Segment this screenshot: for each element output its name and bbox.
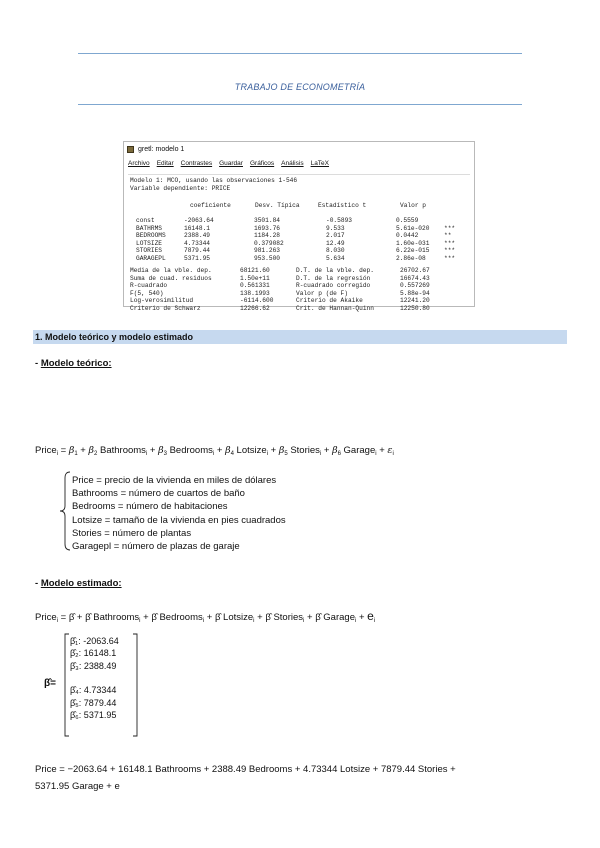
sub-i: i — [375, 451, 377, 457]
stat-value: 5.88e-94 — [400, 289, 430, 297]
sub-i: i — [212, 451, 215, 457]
est-var-stories: Stories — [273, 612, 304, 623]
coef-row-std-error: 1693.76 — [254, 224, 280, 232]
sub-i: i — [319, 451, 322, 457]
residual-term: e — [367, 609, 374, 623]
estimated-heading-text: Modelo estimado: — [40, 578, 122, 589]
stat-value: 16674.43 — [400, 274, 430, 282]
coef-row-t-stat: 5.634 — [326, 255, 345, 262]
beta-1-idx: 1 — [74, 451, 78, 457]
variable-definitions — [72, 474, 286, 553]
beta-2-idx: 2 — [94, 451, 98, 457]
coef-row-var-name: const — [136, 217, 155, 224]
model-output-text — [128, 174, 470, 312]
definition-bedrooms: Bedrooms = número de habitaciones — [72, 501, 228, 513]
var-lotsize: Lotsize — [236, 445, 267, 456]
stat-label: D.T. de la regresión — [296, 274, 371, 282]
coef-beta5: β̂₅: 7879.44 — [70, 697, 117, 708]
stat-label: R-cuadrado — [130, 282, 168, 290]
beta-hat-1: β̂ — [68, 612, 75, 623]
stat-value: 0.561331 — [240, 282, 270, 290]
estimated-model-heading — [35, 578, 122, 589]
coef-row-coef: 2388.49 — [184, 232, 210, 240]
coef-beta6: β̂₆: 5371.95 — [70, 710, 117, 721]
coef-row-significance-stars: ** — [444, 232, 452, 240]
menu-bar — [128, 160, 329, 167]
definition-bathrooms: Bathrooms = número de cuartos de baño — [72, 488, 245, 500]
sub-i: i — [145, 451, 148, 457]
stat-label: Log-verosimilitud — [130, 297, 194, 305]
theoretical-heading-text: Modelo teórico: — [40, 358, 112, 369]
stat-label: Criterio de Schwarz — [130, 305, 201, 312]
menu-guardar[interactable]: Guardar — [219, 160, 243, 167]
sub-i: i — [303, 618, 305, 624]
stat-label: R-cuadrado corregido — [296, 282, 371, 290]
stat-value: 1.50e+11 — [240, 274, 270, 282]
beta-3: β — [158, 445, 164, 456]
model-line: Modelo 1: MCO, usando las observaciones 1-546 — [130, 177, 298, 184]
sub-i: i — [139, 618, 141, 624]
coef-row-p-value: 6.22e-015 — [396, 247, 430, 255]
coef-row-coef: -2063.64 — [184, 217, 214, 224]
stat-label: Suma de cuad. residuos — [130, 274, 212, 282]
est-lhs: Price — [35, 612, 57, 623]
menu-latex[interactable]: LaTeX — [310, 160, 330, 167]
coef-row-coef: 16148.1 — [184, 224, 210, 232]
menu-graficos[interactable]: Gráficos — [249, 160, 275, 167]
coef-beta2: β̂₂: 16148.1 — [70, 648, 117, 659]
sub-i: i — [266, 451, 268, 457]
spacer — [70, 672, 119, 684]
definition-lotsize: Lotsize = tamaño de la vivienda en pies cuadrados — [72, 514, 286, 526]
beta-hat-3: β̂ — [151, 612, 157, 623]
coef-row-std-error: 981.263 — [254, 247, 280, 255]
beta-6: β — [332, 445, 338, 456]
coef-row-coef: 5371.95 — [184, 255, 210, 262]
beta-vector-label: β̂= — [44, 678, 56, 689]
coef-row-var-name: BATHRMS — [136, 224, 162, 232]
col-header-p: Valor p — [400, 202, 426, 209]
sub-i: i — [202, 618, 205, 624]
dependent-variable: Variable dependiente: PRICE — [130, 185, 231, 192]
stat-value: 12266.62 — [240, 305, 270, 312]
stat-value: 0.557269 — [400, 282, 430, 290]
coef-row-significance-stars: *** — [444, 239, 456, 247]
coef-row-t-stat: 8.030 — [326, 247, 345, 255]
col-header-coef: coeficiente — [190, 202, 231, 209]
stat-label: Valor p (de F) — [296, 289, 348, 297]
stat-value: 138.1993 — [240, 289, 270, 297]
header-rule-bottom — [78, 104, 522, 105]
menu-archivo[interactable]: Archivo — [128, 160, 150, 167]
col-header-se: Desv. Típica — [255, 202, 300, 209]
menu-editar[interactable]: Editar — [156, 160, 174, 167]
est-var-bedrooms: Bedrooms — [159, 612, 203, 623]
coef-row-significance-stars: *** — [444, 224, 456, 232]
menu-analisis[interactable]: Análisis — [281, 160, 304, 167]
sub-i: i — [253, 618, 255, 624]
stat-value: 12250.80 — [400, 305, 430, 312]
definition-stories: Stories = número de plantas — [72, 527, 192, 539]
coef-row-t-stat: 12.49 — [326, 239, 345, 247]
beta-hat-4: β̂ — [214, 612, 221, 623]
coef-row-p-value: 0.5559 — [396, 217, 419, 224]
fitted-equation-line-2: 5371.95 Garage + e — [35, 781, 120, 792]
coef-row-significance-stars: *** — [444, 255, 456, 262]
beta-hat-5: β̂ — [265, 612, 271, 623]
definitions-brace — [58, 470, 72, 552]
var-garage: Garage — [343, 445, 376, 456]
coef-row-std-error: 3501.84 — [254, 217, 280, 224]
beta-6-idx: 6 — [337, 451, 341, 457]
window-title: gretl: modelo 1 — [138, 146, 185, 153]
fitted-equation — [35, 761, 545, 795]
beta-3-idx: 3 — [163, 451, 167, 457]
coef-row-var-name: STORIES — [136, 247, 162, 255]
coefficient-vector — [70, 635, 119, 721]
gretl-output-screenshot — [123, 141, 475, 312]
stat-label: D.T. de la vble. dep. — [296, 267, 374, 274]
definition-garagepl: Garagepl = número de plazas de garaje — [72, 541, 240, 553]
est-var-bathrooms: Bathrooms — [93, 612, 140, 623]
stat-value: 26702.67 — [400, 267, 430, 274]
beta-1: β — [68, 445, 75, 456]
menu-contrastes[interactable]: Contrastes — [180, 160, 213, 167]
coef-row-var-name: GARAGEPL — [136, 255, 166, 262]
coef-row-significance-stars: *** — [444, 247, 456, 255]
error-term: ε — [387, 445, 393, 456]
eq-lhs-sub: i — [56, 451, 58, 457]
header-rule-top — [78, 53, 522, 54]
coef-row-p-value: 1.60e-031 — [396, 239, 430, 247]
coef-row-coef: 4.73344 — [184, 239, 210, 247]
est-var-lotsize: Lotsize — [223, 612, 254, 623]
dash: - — [35, 358, 41, 369]
definition-price: Price = precio de la vivienda en miles de dólares — [72, 475, 277, 486]
coef-row-t-stat: 9.533 — [326, 224, 345, 232]
col-header-t: Estadístico t — [318, 202, 367, 209]
coef-row-t-stat: -0.5893 — [326, 217, 352, 224]
coef-row-std-error: 0.379082 — [254, 239, 284, 247]
stat-label: Media de la vble. dep. — [130, 267, 212, 274]
stat-label: Crit. de Hannan-Quinn — [296, 305, 374, 312]
coef-row-t-stat: 2.017 — [326, 232, 345, 240]
sub-i: i — [392, 451, 394, 457]
var-stories: Stories — [290, 445, 320, 456]
gretl-app-icon — [127, 146, 134, 153]
var-bathrooms: Bathrooms — [99, 445, 146, 456]
stat-label: Criterio de Akaike — [296, 297, 363, 305]
theoretical-equation: Price$_i$ = $\beta_1 + \beta_2$ Bathrooms$_i$ + $\beta_3$ Bedrooms$_i$ + $\beta_4$ Lotsize$_i$ + $\beta_5$ Stories$_i$ + $\beta_6$ Garage$_i$ + $\varepsilon_i$ — [35, 445, 394, 457]
coef-row-std-error: 953.500 — [254, 255, 280, 262]
fitted-equation-line-1: Price = −2063.64 + 16148.1 Bathrooms + 2388.49 Bedrooms + 4.73344 Lotsize + 7879.44 Stories + — [35, 764, 456, 775]
sub-i: i — [373, 618, 376, 624]
sub-i: i — [354, 618, 357, 624]
beta-4: β — [225, 445, 231, 456]
coef-row-var-name: LOTSIZE — [136, 239, 162, 247]
beta-5: β — [278, 445, 285, 456]
est-var-garage: Garage — [323, 612, 355, 623]
dash: - — [35, 578, 41, 589]
coef-row-p-value: 0.0442 — [396, 232, 419, 240]
stat-value: 68121.60 — [240, 267, 270, 274]
var-bedrooms: Bedrooms — [169, 445, 213, 456]
eq-lhs: Price — [35, 445, 57, 456]
beta-hat-2: β̂ — [85, 612, 91, 623]
coef-row-p-value: 2.86e-08 — [396, 255, 426, 262]
window-titlebar — [124, 142, 474, 157]
page-header-title: TRABAJO DE ECONOMETRÍA — [234, 82, 366, 92]
coef-row-p-value: 5.61e-020 — [396, 224, 430, 232]
stat-label: F(5, 540) — [130, 289, 164, 297]
stat-value: 12241.20 — [400, 297, 430, 305]
coef-row-coef: 7879.44 — [184, 247, 210, 255]
beta-4-idx: 4 — [230, 451, 234, 457]
beta-2: β — [88, 445, 94, 456]
coef-beta3: β̂₃: 2388.49 — [70, 660, 117, 671]
sub-i: i — [56, 618, 58, 624]
coef-beta1: β̂₁: -2063.64 — [70, 636, 119, 646]
estimated-equation: Price$_i$ = β̂ + β̂ Bathrooms$_i$ + β̂ Bedrooms$_i$ + β̂ Lotsize$_i$ + β̂ Stories$_i$ + β̂ Garage$_i$ + $e_i$ — [35, 609, 376, 624]
coef-row-std-error: 1184.28 — [254, 232, 280, 240]
beta-hat-6: β̂ — [315, 612, 321, 623]
coef-row-var-name: BEDROOMS — [136, 232, 166, 240]
coef-beta4: β̂₄: 4.73344 — [70, 685, 117, 696]
beta-5-idx: 5 — [284, 451, 288, 457]
theoretical-model-heading — [35, 358, 112, 369]
stat-value: -6114.600 — [240, 297, 274, 305]
section-heading: 1. Modelo teórico y modelo estimado — [33, 330, 567, 344]
